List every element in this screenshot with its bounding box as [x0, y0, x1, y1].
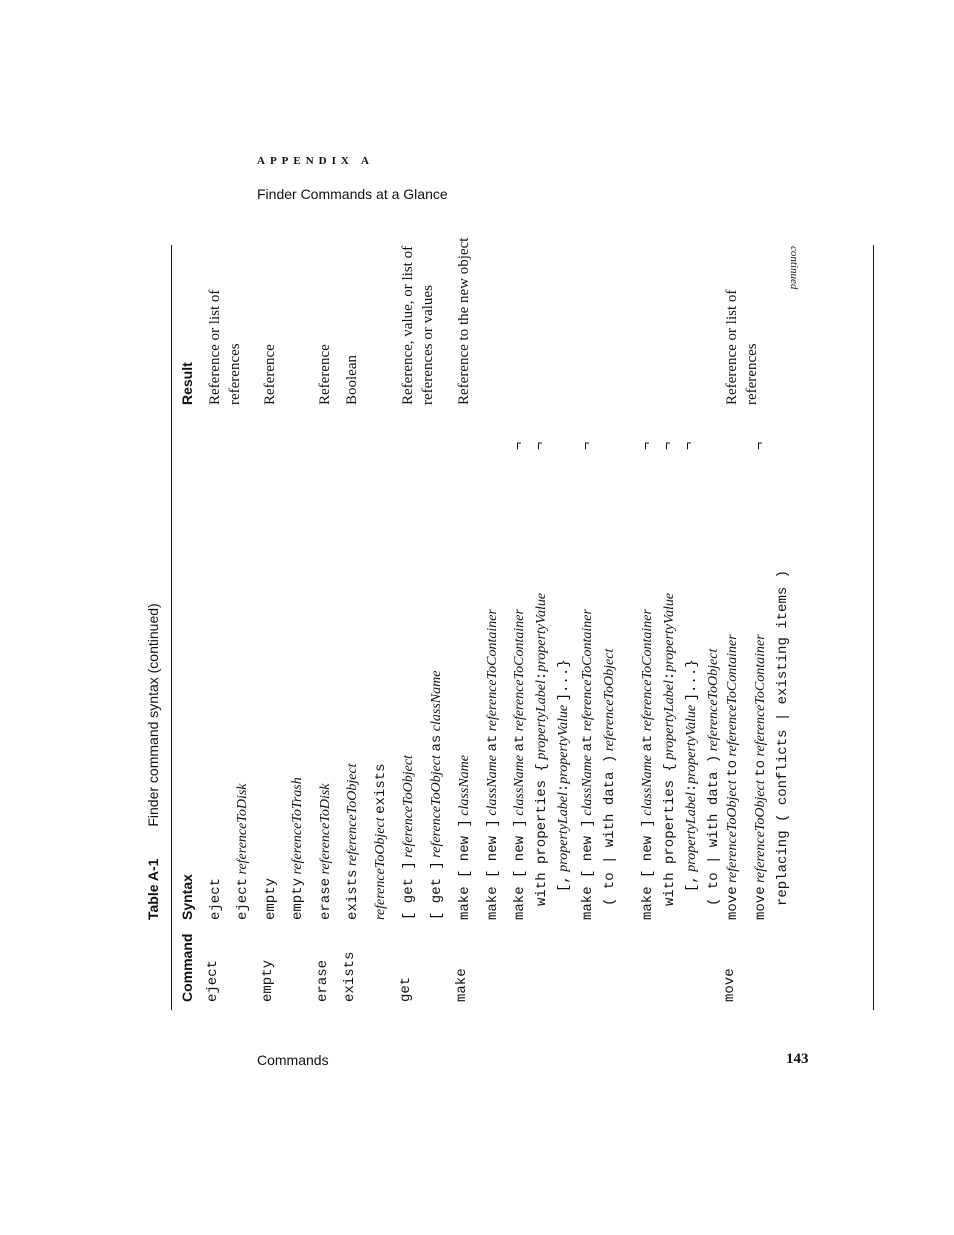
continuation-mark: ¬	[750, 441, 766, 450]
table-caption-text: Finder command syntax (continued)	[145, 603, 161, 827]
column-header-command: Command	[179, 933, 195, 1002]
continuation-mark: ¬	[679, 441, 695, 450]
syntax-cell: make [ new ] className at referenceToContainer	[485, 609, 501, 920]
continuation-mark: ¬	[530, 441, 546, 450]
footer-section: Commands	[257, 1052, 329, 1068]
continuation-mark: ¬	[637, 441, 653, 450]
syntax-cell: make [ new ] className	[457, 755, 473, 920]
command-cell: erase	[315, 959, 331, 1002]
syntax-cell: empty	[263, 877, 279, 920]
result-cell: Reference or list of references	[724, 289, 760, 405]
syntax-cell: move referenceToObject to referenceToContainer	[725, 634, 741, 920]
continuation-mark: ¬	[658, 441, 674, 450]
command-cell: empty	[260, 959, 276, 1002]
syntax-cell: make [ new ] className at referenceToContainer with properties { propertyLabel:propertyValue [, propertyLabel:propertyValue ]...}	[512, 592, 572, 920]
chapter-title: Finder Commands at a Glance	[257, 186, 448, 202]
result-cell: Boolean	[344, 355, 360, 405]
continuation-mark: ¬	[509, 441, 525, 450]
syntax-cell: eject	[208, 877, 224, 920]
table-caption	[145, 603, 161, 920]
command-cell: move	[722, 968, 738, 1002]
command-cell: get	[398, 976, 414, 1002]
table-rule-top	[171, 245, 172, 1010]
syntax-cell: [ get ] referenceToObject	[401, 755, 417, 920]
syntax-cell: exists referenceToObject	[345, 763, 361, 920]
syntax-cell: make [ new ] className at referenceToContainer ( to | with data ) referenceToObject	[580, 609, 618, 920]
continuation-mark: ¬	[577, 441, 593, 450]
table-rule-bottom	[873, 245, 874, 1010]
syntax-cell: empty referenceToTrash	[290, 777, 306, 920]
appendix-label: APPENDIX A	[257, 155, 374, 167]
result-cell: Reference or list of references	[207, 289, 243, 405]
syntax-cell: make [ new ] className at referenceToContainer with properties { propertyLabel:propertyValue [, propertyLabel:propertyValue ]...} ( to | with data ) referenceToObject	[640, 592, 722, 920]
syntax-cell: eject referenceToDisk	[235, 783, 251, 920]
column-header-result: Result	[179, 362, 195, 405]
syntax-cell: erase referenceToDisk	[318, 783, 334, 920]
column-header-syntax: Syntax	[179, 874, 195, 920]
table-label: Table A-1	[145, 858, 161, 920]
command-cell: exists	[342, 951, 358, 1002]
syntax-cell: move referenceToObject to referenceToContainer replacing ( conflicts | existing items )	[753, 569, 791, 920]
result-cell: Reference	[317, 344, 333, 405]
syntax-cell: referenceToObject exists	[373, 763, 389, 920]
result-cell: Reference, value, or list of references or values	[400, 245, 436, 405]
finder-command-table	[145, 237, 805, 1010]
command-cell: make	[454, 968, 470, 1002]
result-cell: Reference	[262, 344, 278, 405]
syntax-cell: [ get ] referenceToObject as className	[429, 670, 445, 920]
command-cell: eject	[205, 959, 221, 1002]
page-number: 143	[786, 1051, 809, 1067]
continued-note: continued	[788, 246, 800, 290]
result-cell: Reference to the new object	[456, 237, 472, 405]
